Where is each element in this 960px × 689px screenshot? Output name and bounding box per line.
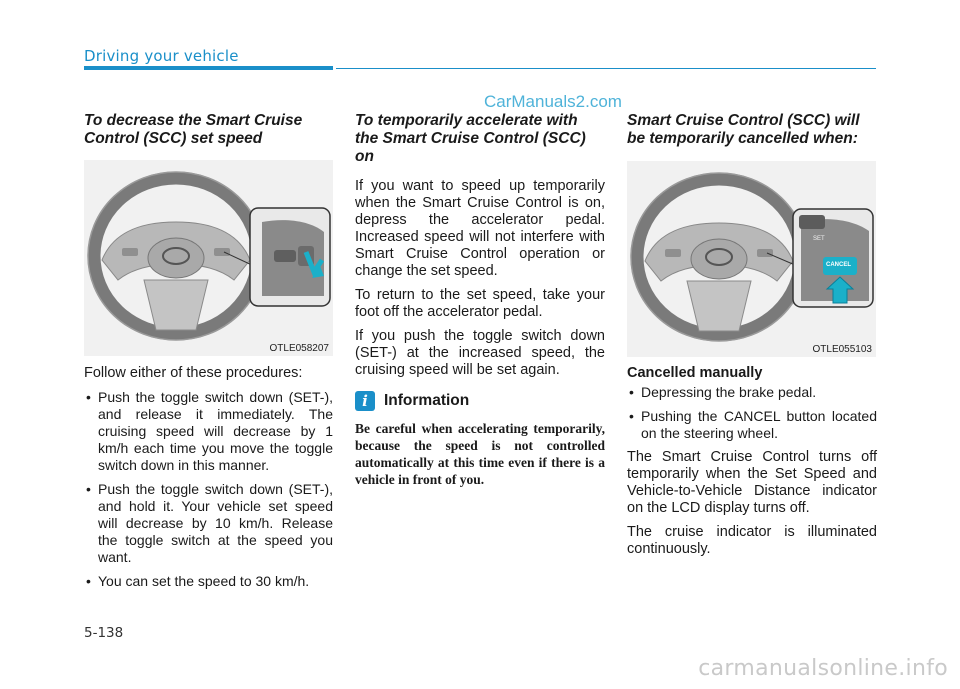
page-number: 5-138	[84, 625, 124, 641]
paragraph: The cruise indicator is illuminated continuously.	[627, 524, 877, 557]
list-item: • Push the toggle switch down (SET-), and release it immediately. The cruising speed will decrease by 1 km/h each time you move the toggle switch down in this manner.	[84, 389, 333, 474]
set-button-label: SET	[813, 236, 825, 242]
list-item: • You can set the speed to 30 km/h.	[84, 573, 333, 590]
list-item: • Depressing the brake pedal.	[627, 384, 877, 401]
procedures-intro: Follow either of these procedures:	[84, 365, 303, 381]
cancel-button-label: CANCEL	[826, 262, 851, 268]
steering-wheel-illustration	[84, 160, 333, 356]
figure-code: OTLE058207	[269, 343, 329, 354]
watermark-top: CarManuals2.com	[484, 92, 622, 111]
heading-scc-cancelled: Smart Cruise Control (SCC) will be temporarily cancelled when:	[627, 112, 860, 147]
figure-steering-wheel-toggle	[84, 160, 333, 356]
information-icon: i	[355, 391, 375, 411]
cancel-bullet-list	[627, 384, 877, 442]
paragraph: If you push the toggle switch down (SET-) at the increased speed, the cruising speed will be set again.	[355, 328, 605, 378]
steering-wheel-cancel-illustration	[627, 161, 876, 357]
section-header-title: Driving your vehicle	[84, 47, 239, 65]
paragraph: The Smart Cruise Control turns off temporarily when the Set Speed and Vehicle-to-Vehicle Distance indicator on the LCD display turns off.	[627, 449, 877, 516]
information-title: Information	[384, 392, 470, 409]
information-header	[355, 391, 605, 411]
subheading-cancelled-manually: Cancelled manually	[627, 365, 763, 381]
column-scc-cancelled	[627, 112, 877, 565]
column-temporary-accelerate	[355, 112, 605, 488]
header-rule-thin	[336, 68, 876, 69]
watermark-bottom: carmanualsonline.info	[698, 656, 948, 681]
paragraph: If you want to speed up temporarily when the Smart Cruise Control is on, depress the accelerator pedal. Increased speed will not interfere with Smart Cruise Control operation or change the set speed.	[355, 178, 605, 279]
information-text: Be careful when accelerating temporarily, because the speed is not controlled automatically at this time even if there is a vehicle in front of you.	[355, 421, 605, 487]
header-rule-thick	[84, 66, 333, 70]
list-item: • Push the toggle switch down (SET-), and hold it. Your vehicle set speed will decrease by 10 km/h. Release the toggle switch at the speed you want.	[84, 481, 333, 566]
figure-code: OTLE055103	[812, 344, 872, 355]
paragraph: To return to the set speed, take your foot off the accelerator pedal.	[355, 287, 605, 320]
heading-temporary-accelerate: To temporarily accelerate with the Smart Cruise Control (SCC) on	[355, 112, 586, 165]
decrease-bullet-list	[84, 389, 333, 590]
list-item: • Pushing the CANCEL button located on the steering wheel.	[627, 408, 877, 442]
column-decrease-speed	[84, 112, 333, 597]
heading-decrease-speed: To decrease the Smart Cruise Control (SCC) set speed	[84, 112, 303, 147]
figure-steering-wheel-cancel	[627, 161, 876, 357]
